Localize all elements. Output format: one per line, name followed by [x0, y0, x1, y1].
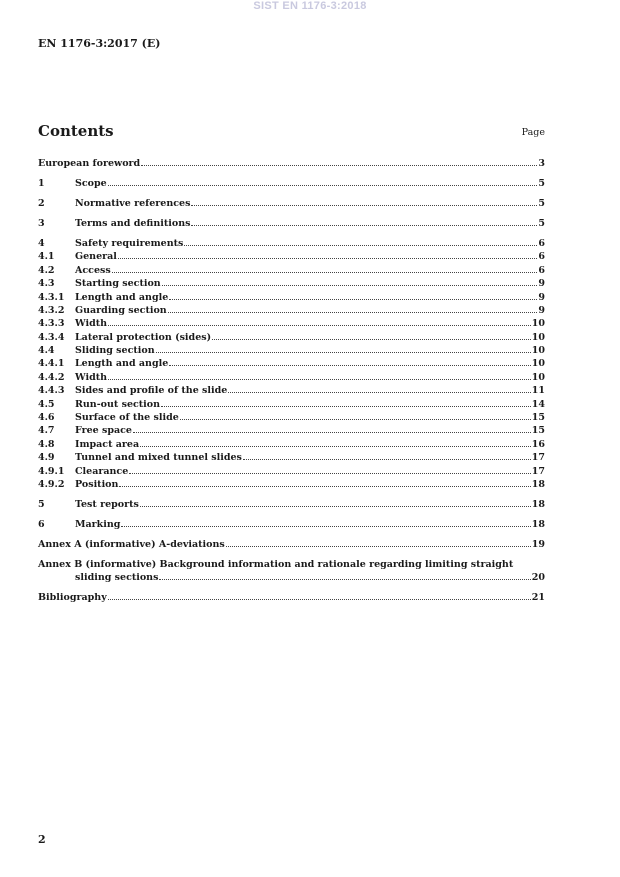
toc-entry-number: 4.2: [38, 264, 55, 276]
dot-leader: [168, 305, 538, 313]
toc-entry[interactable]: [38, 465, 545, 478]
dot-leader: [243, 452, 531, 460]
toc-entry[interactable]: [38, 371, 545, 384]
toc-entry-annex-b[interactable]: [38, 558, 545, 585]
toc-entry-page: 6: [538, 237, 545, 249]
toc-entry-title: Sides and profile of the slide: [75, 385, 228, 397]
toc-entry-page: 5: [538, 177, 545, 189]
toc-entry[interactable]: [38, 411, 545, 424]
toc-entry-page: 6: [538, 251, 545, 263]
toc-entry-title: Length and angle: [75, 291, 169, 303]
dot-leader: [141, 158, 537, 166]
toc-entry-title: Safety requirements: [75, 237, 184, 249]
toc-entry-number: 4: [38, 237, 45, 249]
toc-entry[interactable]: [38, 398, 545, 411]
toc-entry-title: Clearance: [75, 465, 129, 477]
toc-entry-page: 15: [531, 412, 545, 424]
toc-entry-number: 4.5: [38, 398, 55, 410]
toc-entry[interactable]: [38, 277, 545, 290]
toc-entry-number: 4.8: [38, 438, 55, 450]
dot-leader: [129, 466, 530, 474]
toc-entry-title: Run-out section: [75, 398, 161, 410]
toc-entry[interactable]: [38, 317, 545, 330]
toc-entry-page: 17: [531, 452, 545, 464]
toc-entry[interactable]: [38, 438, 545, 451]
toc-entry-title: Tunnel and mixed tunnel slides: [75, 452, 242, 464]
toc-entry-number: 4.9.2: [38, 478, 65, 490]
toc-entry-page: 10: [531, 318, 545, 330]
toc-entry[interactable]: [38, 357, 545, 370]
toc-entry-page: 10: [531, 331, 545, 343]
dot-leader: [184, 238, 537, 246]
toc-entry[interactable]: [38, 344, 545, 357]
dot-leader: [121, 519, 530, 527]
toc-entry-page: 19: [531, 538, 545, 550]
toc-entry-number: 4.3.4: [38, 331, 65, 343]
toc-entry[interactable]: [38, 177, 545, 190]
dot-leader: [118, 251, 537, 259]
toc-entry-number: 4.3: [38, 278, 55, 290]
toc-entry[interactable]: [38, 291, 545, 304]
toc-entry-bibliography[interactable]: [38, 591, 545, 604]
toc-entry-title: General: [75, 251, 117, 263]
dot-leader: [191, 218, 537, 226]
toc-entry[interactable]: [38, 264, 545, 277]
toc-entry[interactable]: [38, 217, 545, 230]
dot-leader: [162, 278, 538, 286]
dot-leader: [212, 332, 531, 340]
toc-entry-number: 3: [38, 217, 45, 229]
toc-entry-title: Lateral protection (sides): [75, 331, 212, 343]
toc-entry[interactable]: [38, 331, 545, 344]
toc-entry-number: 4.3.3: [38, 318, 65, 330]
toc-entry-number: 4.4.3: [38, 385, 65, 397]
dot-leader: [191, 198, 537, 206]
toc-entry-number: 4.7: [38, 425, 55, 437]
toc-entry-page: 20: [531, 572, 545, 584]
toc-entry-title: Starting section: [75, 278, 161, 290]
toc-entry-title: Surface of the slide: [75, 412, 179, 424]
document-id: EN 1176-3:2017 (E): [38, 37, 161, 50]
toc-entry-title: Marking: [75, 518, 121, 530]
toc-entry[interactable]: [38, 304, 545, 317]
toc-entry-number: 5: [38, 498, 45, 510]
contents-heading: Contents: [38, 122, 114, 140]
dot-leader: [169, 292, 537, 300]
toc-entry-page: 18: [531, 498, 545, 510]
toc-entry-title: Scope: [75, 177, 107, 189]
toc-entry-page: 6: [538, 264, 545, 276]
toc-entry-title: Annex A (informative) A-deviations: [38, 538, 225, 550]
toc-entry-number: 4.4.2: [38, 371, 65, 383]
dot-leader: [119, 479, 530, 487]
toc-entry-number: 4.3.1: [38, 291, 65, 303]
toc-entry-page: 9: [538, 291, 545, 303]
toc-entry-number: 4.9: [38, 452, 55, 464]
toc-entry-title: Width: [75, 318, 108, 330]
toc-entry-title: Normative references: [75, 197, 191, 209]
toc-entry-number: 1: [38, 177, 45, 189]
toc-entry[interactable]: [38, 250, 545, 263]
toc-entry[interactable]: [38, 518, 545, 531]
toc-entry[interactable]: [38, 538, 545, 551]
toc-entry-page: 5: [538, 217, 545, 229]
toc-entry-title: Test reports: [75, 498, 139, 510]
toc-entry-page: 5: [538, 197, 545, 209]
dot-leader: [108, 178, 538, 186]
toc-entry-title: Impact area: [75, 438, 140, 450]
toc-entry-page: 16: [531, 438, 545, 450]
toc-entry-page: 15: [531, 425, 545, 437]
dot-leader: [180, 412, 531, 420]
toc-entry-number: 2: [38, 197, 45, 209]
toc-entry-page: 18: [531, 518, 545, 530]
dot-leader: [133, 425, 531, 433]
toc-entry-page: 10: [531, 371, 545, 383]
toc-entry[interactable]: [38, 384, 545, 397]
toc-entry-number: 4.4: [38, 345, 55, 357]
toc-entry[interactable]: [38, 157, 545, 170]
table-of-contents: [38, 157, 545, 605]
toc-entry-number: 6: [38, 518, 45, 530]
toc-entry-page: 14: [531, 398, 545, 410]
toc-entry-title: Length and angle: [75, 358, 169, 370]
dot-leader: [108, 592, 531, 600]
page-column-label: Page: [521, 127, 545, 138]
toc-entry-title: Position: [75, 478, 119, 490]
toc-entry-number: 4.3.2: [38, 304, 65, 316]
toc-entry-number: 4.1: [38, 251, 55, 263]
toc-entry-title-continued: sliding sections: [75, 572, 159, 584]
toc-entry-title: Width: [75, 371, 108, 383]
toc-entry-page: 11: [531, 385, 545, 397]
dot-leader: [140, 439, 531, 447]
toc-entry-number: 4.9.1: [38, 465, 65, 477]
toc-entry-title: Guarding section: [75, 304, 167, 316]
dot-leader: [108, 372, 531, 380]
toc-entry-page: 9: [538, 278, 545, 290]
watermark: SIST EN 1176-3:2018: [253, 0, 367, 12]
dot-leader: [159, 572, 530, 580]
page-number: 2: [38, 833, 46, 846]
toc-entry-title: Sliding section: [75, 345, 155, 357]
toc-entry-title: Terms and definitions: [75, 217, 191, 229]
toc-entry-page: 18: [531, 478, 545, 490]
toc-entry-page: 17: [531, 465, 545, 477]
toc-entry-title: Annex B (informative) Background information and rationale regarding limiting straight: [38, 558, 514, 570]
dot-leader: [161, 399, 531, 407]
toc-entry[interactable]: [38, 478, 545, 491]
toc-entry[interactable]: [38, 498, 545, 511]
toc-entry[interactable]: [38, 197, 545, 210]
dot-leader: [226, 539, 531, 547]
toc-entry-title: Access: [75, 264, 111, 276]
dot-leader: [169, 358, 531, 366]
toc-entry-title: European foreword: [38, 158, 141, 169]
toc-entry-page: 9: [538, 304, 545, 316]
dot-leader: [228, 385, 530, 393]
dot-leader: [156, 345, 531, 353]
toc-entry-page: 10: [531, 358, 545, 370]
toc-entry-number: 4.4.1: [38, 358, 65, 370]
toc-entry-title: Bibliography: [38, 592, 107, 604]
toc-entry[interactable]: [38, 424, 545, 437]
dot-leader: [112, 265, 538, 273]
toc-entry-page: 10: [531, 345, 545, 357]
toc-entry-page: 3: [538, 158, 545, 169]
toc-entry-title: Free space: [75, 425, 132, 437]
toc-entry[interactable]: [38, 237, 545, 250]
toc-entry-number: 4.6: [38, 412, 55, 424]
toc-entry-page: 21: [531, 592, 545, 604]
dot-leader: [108, 318, 531, 326]
toc-entry[interactable]: [38, 451, 545, 464]
dot-leader: [140, 499, 531, 507]
